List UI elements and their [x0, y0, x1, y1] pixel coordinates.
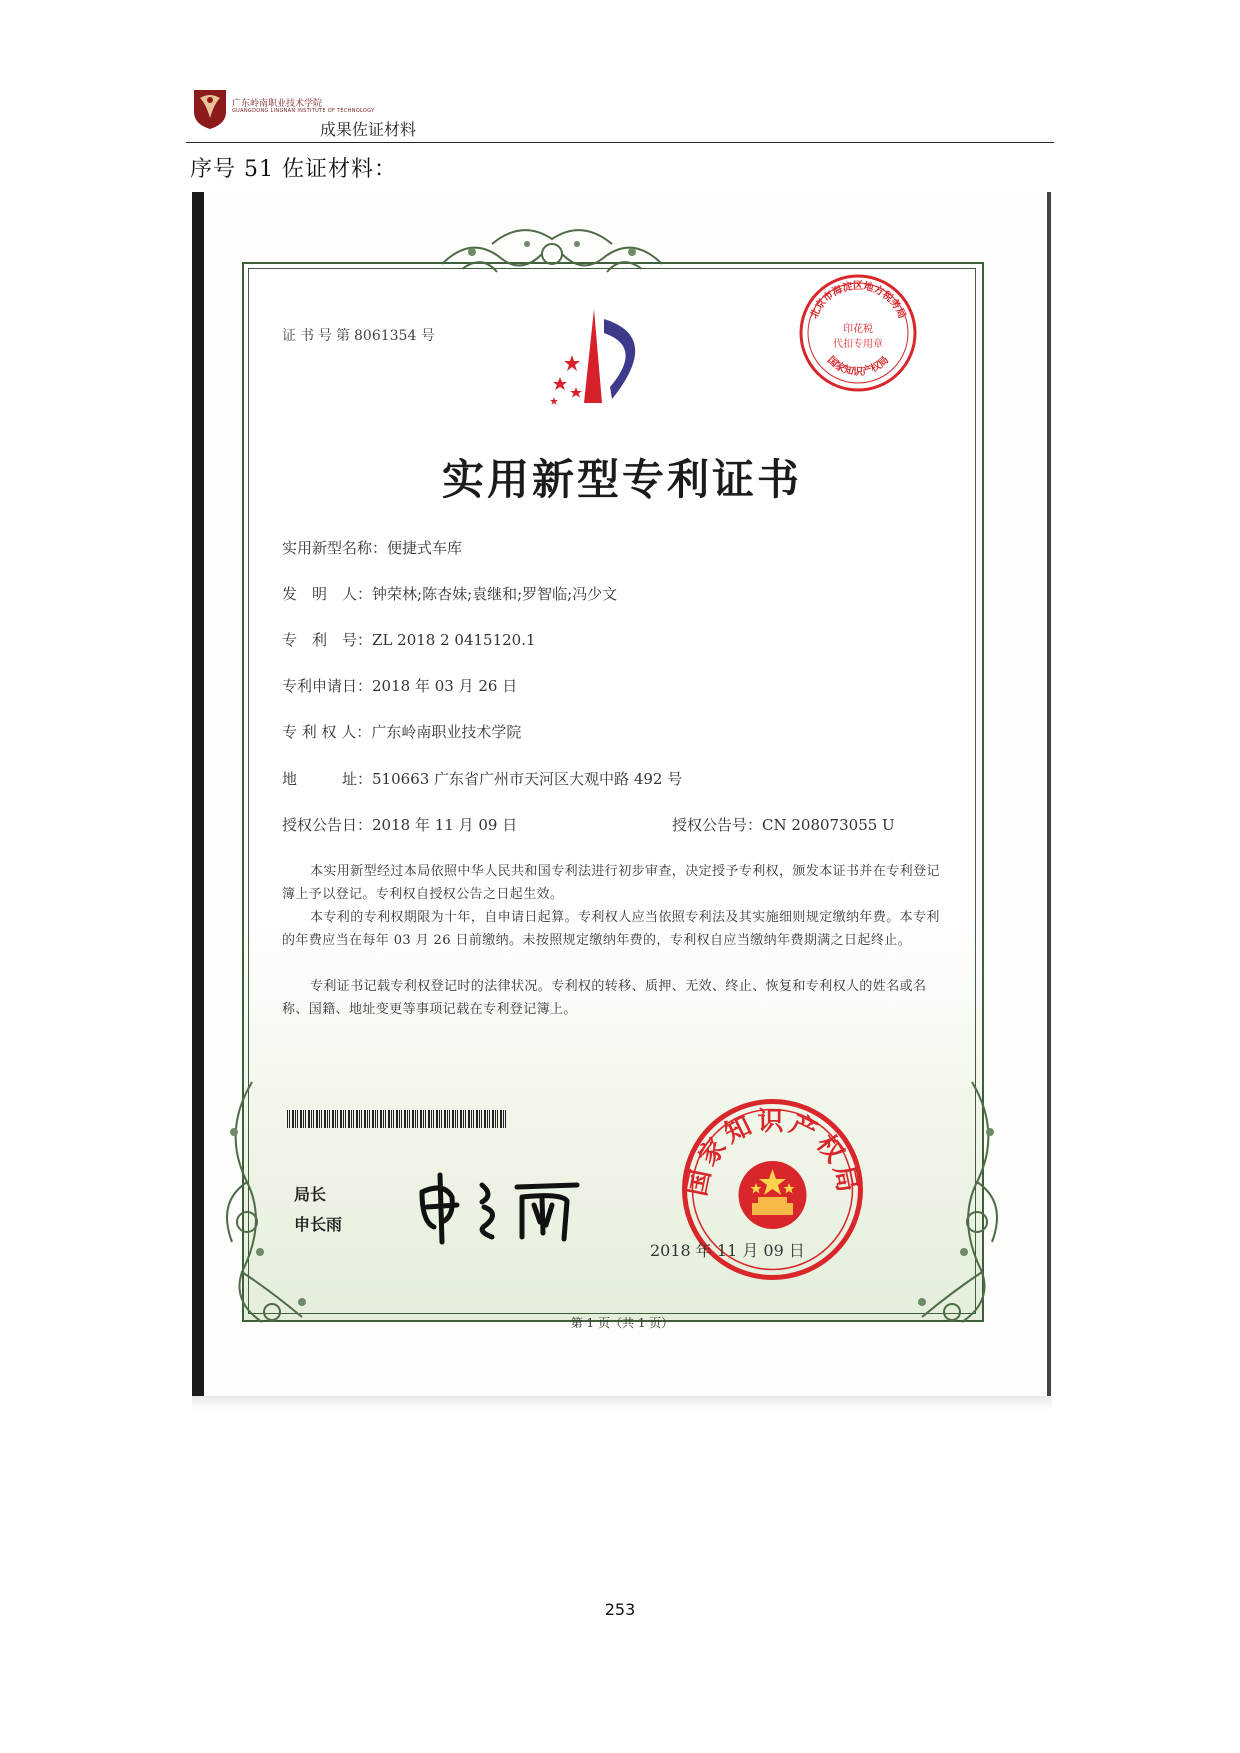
body-paragraph: 本实用新型经过本局依照中华人民共和国专利法进行初步审查，决定授予专利权，颁发本证书并在专利登记簿上予以登记。专利权自授权公告之日起生效。: [282, 864, 940, 902]
certificate-number-suffix: 号: [420, 328, 435, 344]
field-application-date: [282, 675, 517, 696]
header-title: 成果佐证材料: [320, 120, 417, 139]
section-title: 序号 51 佐证材料：: [190, 157, 397, 182]
field-publication-number: [672, 814, 895, 835]
scan-bottom-shadow: [192, 1396, 1052, 1410]
field-value: 510663 广东省广州市天河区大观中路 492 号: [372, 770, 683, 788]
patent-office-emblem-icon: [532, 307, 672, 407]
field-value: 钟荣林;陈杏妹;袁继和;罗智临;冯少文: [372, 585, 618, 603]
scan-right-edge: [1047, 192, 1051, 1406]
field-label: 实用新型名称：: [282, 539, 388, 557]
field-label: 专 利 权 人：: [282, 723, 372, 741]
field-value: 广东岭南职业技术学院: [371, 723, 522, 741]
field-value: CN 208073055 U: [762, 816, 895, 834]
tax-seal-bottom-text: 国家知识产权局: [824, 354, 892, 378]
field-value: 2018 年 11 月 09 日: [372, 816, 518, 834]
field-label: 专 利 号：: [282, 631, 373, 649]
header-divider: [186, 142, 1054, 143]
field-value: 2018 年 03 月 26 日: [372, 677, 518, 695]
field-label: 地 址：: [282, 770, 373, 788]
svg-text:北京市海淀区地方税务局: [808, 279, 909, 320]
field-grant-date: [282, 814, 517, 835]
field-label: 授权公告号：: [672, 816, 763, 834]
top-ornament-icon: [432, 214, 672, 284]
college-logo-icon: [192, 88, 228, 130]
tax-seal-outer-text: 北京市海淀区地方税务局: [808, 281, 908, 321]
certificate-scan: [192, 192, 1052, 1406]
svg-text:国家知识产权局: [825, 353, 891, 378]
body-paragraph: 本专利的专利权期限为十年，自申请日起算。专利权人应当依照专利法及其实施细则规定缴纳年费。本专利的年费应当在每年 03 月 26 日前缴纳。未按照规定缴纳年费的，专利权自应当缴纳年费期满之日起终止。: [282, 910, 940, 948]
field-label: 授权公告日：: [282, 816, 373, 834]
field-patentee: [282, 721, 521, 742]
field-value: ZL 2018 2 0415120.1: [372, 631, 536, 649]
signature-name: 申长雨: [294, 1215, 343, 1234]
certificate-number-label: 证书号第: [282, 328, 354, 344]
cnipa-seal-text: 国家知识产权局: [682, 1106, 863, 1199]
certificate-number-value: 8061354: [354, 328, 417, 344]
field-patent-number: [282, 629, 536, 650]
tax-seal-line1: 印花税: [843, 324, 873, 335]
issue-date: 2018 年 11 月 09 日: [650, 1241, 805, 1260]
tax-seal-line2: 代扣专用章: [833, 339, 883, 350]
barcode: [287, 1110, 507, 1128]
page-number: 253: [604, 1600, 636, 1619]
field-label: 发 明 人：: [282, 585, 373, 603]
certificate-number: [282, 325, 435, 345]
certificate-frame-inner: [248, 268, 976, 1314]
field-utility-model-name: [282, 537, 462, 558]
signature-title: 局长: [294, 1185, 327, 1204]
certificate-page-footer: 第 1 页（共 1 页）: [570, 1316, 674, 1330]
tax-seal-icon: [797, 272, 919, 394]
certificate-title: 实用新型专利证书: [441, 455, 802, 504]
institution-name: 广东岭南职业技术学院: [232, 99, 323, 109]
scan-left-edge: [192, 192, 204, 1406]
field-label: 专利申请日：: [282, 677, 373, 695]
field-value: 便捷式车库: [387, 539, 463, 557]
field-inventors: [282, 583, 617, 604]
field-address: [282, 768, 682, 789]
institution-name-en: GUANGDONG LINGNAN INSTITUTE OF TECHNOLOGY: [232, 108, 375, 114]
handwritten-signature-icon: [412, 1167, 587, 1247]
body-paragraph: 专利证书记载专利权登记时的法律状况。专利权的转移、质押、无效、终止、恢复和专利权人的姓名或名称、国籍、地址变更等事项记载在专利登记簿上。: [282, 979, 927, 1017]
bottom-right-ornament-icon: [892, 1072, 1012, 1332]
